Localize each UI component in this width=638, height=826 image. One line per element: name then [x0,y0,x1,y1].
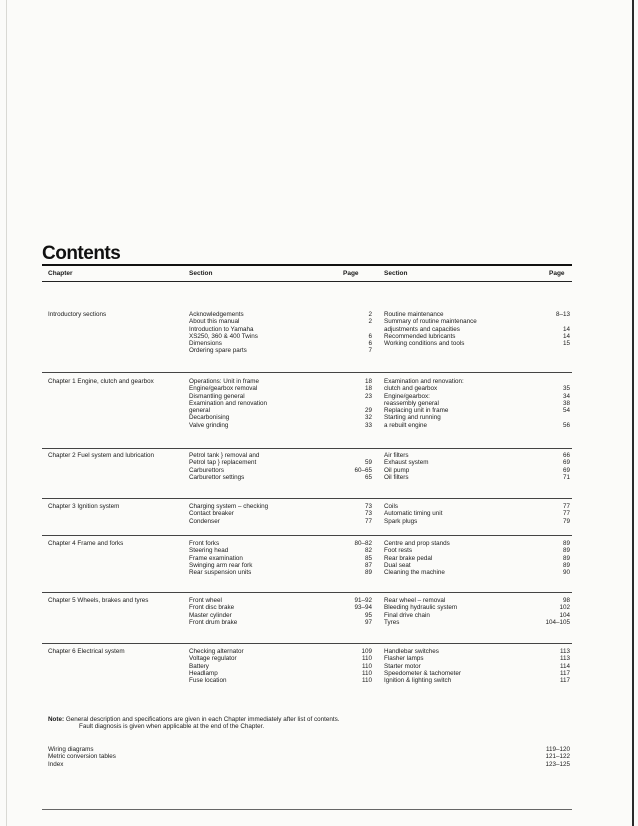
section-entry: Foot rests [384,547,412,555]
page-number: 69 [562,459,570,467]
note-label: Note: [48,716,65,723]
section-entry: Contact breaker [189,510,234,518]
section-entry: Master cylinder [189,611,232,619]
page-number: 110 [361,669,372,677]
pg2-column [524,378,570,429]
table-header [0,266,638,280]
section-entry: Acknowledgements [189,311,244,318]
appendix-row [48,746,570,753]
section-entry: Oil pump [384,466,410,474]
page-number: 2 [368,311,372,318]
section-entry: Replacing unit in frame [384,407,449,415]
page-number: 60–65 [354,466,372,474]
section-entry: Swinging arm rear fork [189,561,253,569]
section-entry: Exhaust system [384,459,429,467]
section-entry: Charging system – checking [189,503,269,510]
page-number: 113 [559,648,570,655]
header-rule [42,281,572,282]
appendix-page: 123–125 [545,760,570,768]
section-entry: Automatic timing unit [384,510,443,518]
page-number: 79 [562,517,570,525]
pg1-column [328,648,372,684]
section-entry: Recommended lubricants [384,332,456,340]
appendix-label: Index [48,760,64,768]
chapter-title: Chapter 2 Fuel system and lubrication [48,452,155,459]
page-number [328,452,372,459]
section-entry: general [189,407,211,415]
pg2-column [524,648,570,684]
page-number: 89 [562,554,570,562]
chapter-title: Chapter 4 Frame and forks [48,540,124,547]
page-number [524,347,570,354]
pg2-column [524,311,570,355]
page-number: 66 [562,452,570,459]
header-section-2: Section [384,270,408,277]
section-entry: a rebuilt engine [384,421,428,429]
page-number: 114 [559,662,570,670]
page-number: 110 [361,662,372,670]
page-number: 89 [562,547,570,555]
section-entry: Condenser [189,517,220,525]
page-number: 18 [364,378,372,385]
sec1-column [189,503,268,525]
section-entry: Ignition & lighting switch [384,677,452,685]
section-entry: Centre and prop stands [384,540,450,547]
page-number: 33 [364,421,372,429]
page-number: 34 [562,392,570,400]
chapter-title: Chapter 5 Wheels, brakes and tyres [48,597,149,604]
page-number: 89 [364,569,372,577]
section-entry: Steering head [189,547,229,555]
note [48,716,568,731]
page-number: 54 [562,407,570,415]
page-number: 91–92 [354,597,372,604]
chapter-title: Introductory sections [48,311,107,318]
page-number: 93–94 [354,604,372,612]
page-number: 89 [562,561,570,569]
section-entry: Front forks [189,540,220,547]
page-number: 15 [562,340,570,348]
page-number: 14 [562,332,570,340]
section-entry: Air filters [384,452,409,459]
section-entry: Front wheel [189,597,222,604]
page-number: 14 [562,325,570,333]
sec2-column [384,378,464,429]
page-number [524,318,570,325]
section-entry: Dismantling general [189,392,245,400]
page-number: 104 [559,611,570,619]
page-number [328,400,372,407]
sec1-column [189,597,237,626]
chapter-title: Chapter 6 Electrical system [48,648,125,655]
appendix-row [48,761,570,768]
section-entry: Flasher lamps [384,655,424,663]
header-page: Page [343,270,359,277]
section-entry: Handlebar switches [384,648,439,655]
page-number: 110 [361,655,372,663]
section-entry: Introduction to Yamaha [189,325,254,333]
page-number: 23 [364,392,372,400]
sec1-column [189,540,252,576]
group-divider [42,535,572,536]
page-number: 56 [562,421,570,429]
pg1-column [328,503,372,525]
page-number [524,378,570,385]
page-number [524,414,570,421]
section-entry: Petrol tank } removal and [189,452,260,459]
page-number: 117 [559,677,570,685]
section-entry: adjustments and capacities [384,325,460,333]
section-entry: Examination and renovation: [384,378,464,385]
section-entry: Headlamp [189,669,218,677]
page-number: 95 [364,611,372,619]
appendix-label: Metric conversion tables [48,753,116,761]
section-entry: Dual seat [384,561,411,569]
section-entry: Speedometer & tachometer [384,669,462,677]
note-line-1: General description and specifications are given in each Chapter immediately after list of contents. [65,716,340,723]
section-entry: reassembly general [384,399,439,407]
section-entry: Bleeding hydraulic system [384,604,458,612]
header-page-2: Page [549,270,565,277]
sec2-column [384,597,457,626]
pg1-column [328,540,372,576]
section-entry: Valve grinding [189,421,229,429]
page-number: 117 [559,669,570,677]
page-number: 113 [559,655,570,663]
pg1-column [328,452,372,481]
group-divider [42,448,572,449]
page-number: 77 [562,503,570,510]
pg2-column [524,503,570,525]
section-entry: Tyres [384,618,400,626]
chapter-title: Chapter 3 Ignition system [48,503,120,510]
page-number: 73 [364,503,372,510]
section-entry: Decarbonising [189,414,230,422]
page-number: 98 [562,597,570,604]
section-entry: Carburettors [189,466,224,474]
page-number [328,326,372,333]
page-number: 69 [562,466,570,474]
page-number: 85 [364,554,372,562]
section-entry: Coils [384,503,398,510]
page-number: 35 [562,385,570,393]
section-entry: Routine maintenance [384,311,444,318]
section-entry: Engine/gearbox removal [189,385,258,393]
note-line-2: Fault diagnosis is given when applicable at the end of the Chapter. [79,723,265,731]
sec2-column [384,452,428,481]
page-number: 90 [562,569,570,577]
page-number: 89 [562,540,570,547]
pg1-column [328,311,372,355]
group-divider [42,643,572,644]
header-chapter: Chapter [48,270,73,277]
sec1-column [189,452,259,481]
section-entry: Working conditions and tools [384,340,465,348]
group-divider [42,592,572,593]
pg2-column [524,452,570,481]
bottom-rule [42,809,572,810]
appendix-page: 121–122 [545,753,570,761]
appendix-page: 119–120 [545,746,570,753]
section-entry: Oil filters [384,473,409,481]
section-entry: Fuse location [189,677,227,685]
sec1-column [189,311,258,355]
sec2-column [384,648,461,684]
section-entry: Rear suspension units [189,569,252,577]
section-entry: Operations: Unit in frame [189,378,259,385]
page-number: 8–13 [555,311,570,318]
chapter-title: Chapter 1 Engine, clutch and gearbox [48,378,154,385]
pg2-column [524,597,570,626]
section-entry: Engine/gearbox: [384,392,430,400]
section-entry: Spark plugs [384,517,418,525]
section-entry: Final drive chain [384,611,430,619]
group-divider [42,372,572,373]
group-divider [42,498,572,499]
page-number: 110 [361,677,372,685]
section-entry: Dimensions [189,340,222,348]
page-number: 102 [559,604,570,612]
page-number: 77 [364,517,372,525]
section-entry: Petrol tap } replacement [189,459,257,467]
appendix-list [48,746,570,768]
pg1-column [328,378,372,429]
sec2-column [384,540,450,576]
page-number: 32 [364,414,372,422]
sec1-column [189,378,267,429]
section-entry: Front disc brake [189,604,235,612]
header-section: Section [189,270,213,277]
page-number: 87 [364,561,372,569]
section-entry: Starting and running [384,414,441,422]
section-entry: Battery [189,662,209,670]
sec1-column [189,648,244,684]
page-number: 29 [364,407,372,415]
section-entry: Cleaning the machine [384,569,445,577]
page-number: 77 [562,510,570,518]
section-entry: Voltage regulator [189,655,237,663]
section-entry: Ordering spare parts [189,347,247,355]
section-entry: Front drum brake [189,618,238,626]
sec2-column [384,311,477,355]
page-number: 6 [368,340,372,348]
page-edge-left [6,0,7,826]
page-number: 71 [562,473,570,481]
page-number: 38 [562,399,570,407]
section-entry: clutch and gearbox [384,385,438,393]
page-number: 109 [361,648,372,655]
page-number: 18 [364,385,372,393]
section-entry: Rear wheel – removal [384,597,446,604]
section-entry [384,347,477,354]
page-number: 82 [364,547,372,555]
page-number: 59 [364,459,372,467]
section-entry: Frame examination [189,554,243,562]
pg2-column [524,540,570,576]
page-number: 6 [368,332,372,340]
page-number: 73 [364,510,372,518]
sec2-column [384,503,442,525]
section-entry: XS250, 360 & 400 Twins [189,332,258,340]
page-number: 7 [368,347,372,355]
section-entry: Examination and renovation [189,399,268,407]
section-entry: Carburettor settings [189,473,245,481]
page-number: 80–82 [354,540,372,547]
page-number: 65 [364,473,372,481]
section-entry: Checking alternator [189,648,244,655]
section-entry: Summary of routine maintenance [384,318,477,326]
pg1-column [328,597,372,626]
page-number: 97 [364,618,372,626]
section-entry: Rear brake pedal [384,554,433,562]
appendix-label: Wiring diagrams [48,746,94,753]
section-entry: About this manual [189,318,240,326]
page-edge-right [632,0,634,826]
appendix-row [48,753,570,760]
page-number: 104–105 [545,618,570,626]
page-number: 2 [368,318,372,326]
section-entry: Starter motor [384,662,421,670]
page-title: Contents [42,243,121,264]
